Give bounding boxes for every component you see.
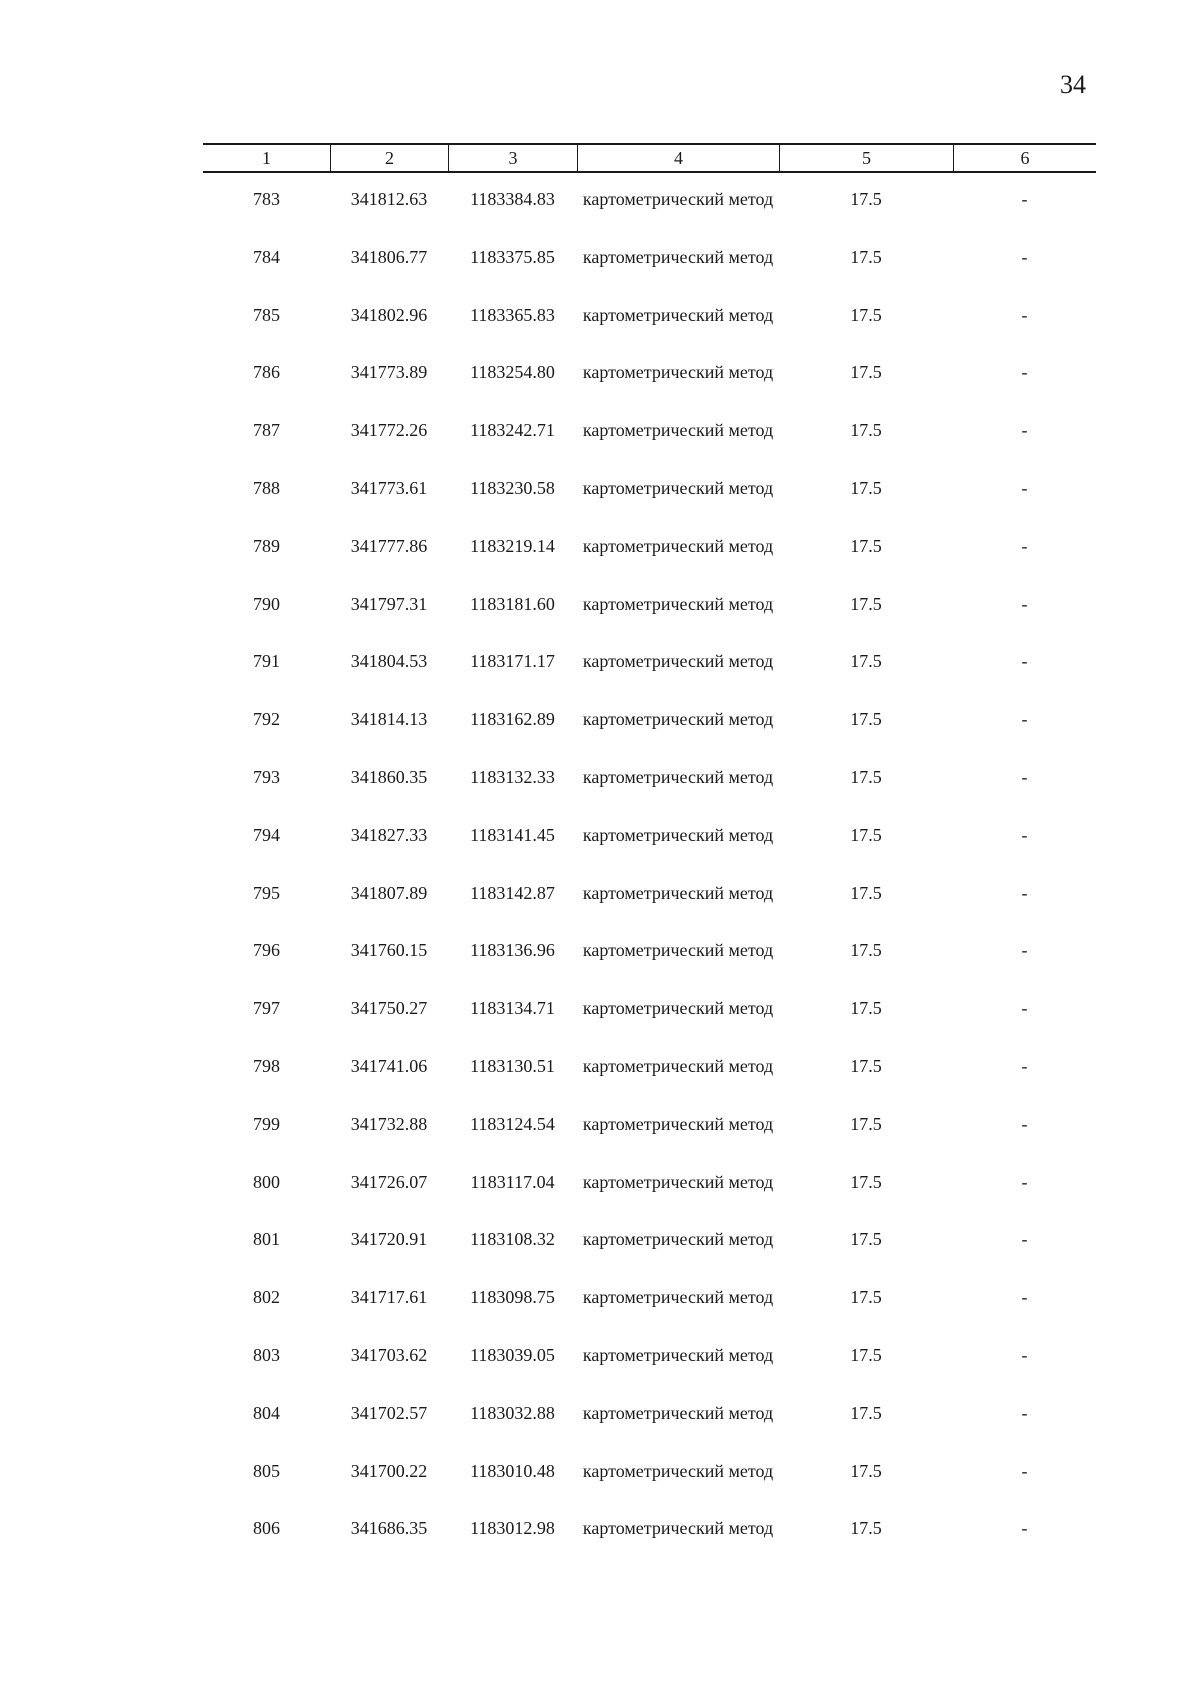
point-number-cell: 806 xyxy=(253,1518,280,1539)
accuracy-cell: 17.5 xyxy=(850,1229,882,1250)
method-cell: картометрический метод xyxy=(582,824,774,845)
table-row xyxy=(203,476,1096,534)
method-cell: картометрический метод xyxy=(582,304,774,325)
accuracy-cell: 17.5 xyxy=(850,1055,882,1076)
x-coordinate-cell: 341741.06 xyxy=(350,1055,428,1076)
note-cell: - xyxy=(1021,1287,1028,1308)
column-header-3: 3 xyxy=(448,145,577,171)
method-cell: картометрический метод xyxy=(582,882,774,903)
accuracy-cell: 17.5 xyxy=(850,1113,882,1134)
x-coordinate-cell: 341773.61 xyxy=(350,477,428,498)
table-row xyxy=(203,1516,1096,1574)
y-coordinate-cell: 1183230.58 xyxy=(470,477,555,498)
table-body xyxy=(203,187,1096,1574)
method-cell: картометрический метод xyxy=(582,477,774,498)
accuracy-cell: 17.5 xyxy=(850,593,882,614)
note-cell: - xyxy=(1021,766,1028,787)
column-header-5: 5 xyxy=(779,145,953,171)
y-coordinate-cell: 1183254.80 xyxy=(470,362,555,383)
accuracy-cell: 17.5 xyxy=(850,189,882,209)
table-row xyxy=(203,881,1096,939)
method-cell: картометрический метод xyxy=(582,535,774,556)
note-cell: - xyxy=(1021,1518,1028,1539)
x-coordinate-cell: 341827.33 xyxy=(350,824,428,845)
column-header-2: 2 xyxy=(330,145,448,171)
note-cell: - xyxy=(1021,362,1028,383)
point-number-cell: 805 xyxy=(253,1460,280,1481)
point-number-cell: 798 xyxy=(253,1055,280,1076)
point-number-cell: 804 xyxy=(253,1402,280,1423)
point-number-cell: 801 xyxy=(253,1229,280,1250)
x-coordinate-cell: 341860.35 xyxy=(350,766,428,787)
point-number-cell: 790 xyxy=(253,593,280,614)
x-coordinate-cell: 341750.27 xyxy=(350,998,428,1019)
method-cell: картометрический метод xyxy=(582,189,774,209)
method-cell: картометрический метод xyxy=(582,998,774,1019)
y-coordinate-cell: 1183142.87 xyxy=(470,882,555,903)
table-row xyxy=(203,649,1096,707)
y-coordinate-cell: 1183375.85 xyxy=(470,246,555,267)
table-row xyxy=(203,1285,1096,1343)
y-coordinate-cell: 1183141.45 xyxy=(470,824,555,845)
point-number-cell: 792 xyxy=(253,709,280,730)
point-number-cell: 795 xyxy=(253,882,280,903)
method-cell: картометрический метод xyxy=(582,1518,774,1539)
point-number-cell: 788 xyxy=(253,477,280,498)
method-cell: картометрический метод xyxy=(582,1460,774,1481)
y-coordinate-cell: 1183384.83 xyxy=(470,189,555,209)
note-cell: - xyxy=(1021,824,1028,845)
note-cell: - xyxy=(1021,998,1028,1019)
note-cell: - xyxy=(1021,477,1028,498)
accuracy-cell: 17.5 xyxy=(850,1518,882,1539)
note-cell: - xyxy=(1021,1460,1028,1481)
y-coordinate-cell: 1183219.14 xyxy=(470,535,555,556)
note-cell: - xyxy=(1021,304,1028,325)
method-cell: картометрический метод xyxy=(582,1055,774,1076)
y-coordinate-cell: 1183010.48 xyxy=(470,1460,555,1481)
point-number-cell: 789 xyxy=(253,535,280,556)
note-cell: - xyxy=(1021,940,1028,961)
table-row xyxy=(203,823,1096,881)
method-cell: картометрический метод xyxy=(582,1287,774,1308)
table-row xyxy=(203,1170,1096,1228)
table-row xyxy=(203,1459,1096,1517)
note-cell: - xyxy=(1021,1055,1028,1076)
column-header-4: 4 xyxy=(577,145,779,171)
method-cell: картометрический метод xyxy=(582,709,774,730)
x-coordinate-cell: 341760.15 xyxy=(350,940,428,961)
note-cell: - xyxy=(1021,1171,1028,1192)
x-coordinate-cell: 341804.53 xyxy=(350,651,428,672)
accuracy-cell: 17.5 xyxy=(850,882,882,903)
y-coordinate-cell: 1183130.51 xyxy=(470,1055,555,1076)
x-coordinate-cell: 341686.35 xyxy=(350,1518,428,1539)
accuracy-cell: 17.5 xyxy=(850,304,882,325)
x-coordinate-cell: 341814.13 xyxy=(350,709,428,730)
y-coordinate-cell: 1183108.32 xyxy=(470,1229,555,1250)
accuracy-cell: 17.5 xyxy=(850,1460,882,1481)
point-number-cell: 803 xyxy=(253,1344,280,1365)
table-row xyxy=(203,245,1096,303)
x-coordinate-cell: 341732.88 xyxy=(350,1113,428,1134)
accuracy-cell: 17.5 xyxy=(850,709,882,730)
point-number-cell: 794 xyxy=(253,824,280,845)
point-number-cell: 793 xyxy=(253,766,280,787)
point-number-cell: 791 xyxy=(253,651,280,672)
table-row xyxy=(203,418,1096,476)
accuracy-cell: 17.5 xyxy=(850,1287,882,1308)
accuracy-cell: 17.5 xyxy=(850,477,882,498)
y-coordinate-cell: 1183132.33 xyxy=(470,766,555,787)
note-cell: - xyxy=(1021,651,1028,672)
accuracy-cell: 17.5 xyxy=(850,362,882,383)
point-number-cell: 797 xyxy=(253,998,280,1019)
point-number-cell: 796 xyxy=(253,940,280,961)
accuracy-cell: 17.5 xyxy=(850,1344,882,1365)
method-cell: картометрический метод xyxy=(582,940,774,961)
method-cell: картометрический метод xyxy=(582,651,774,672)
x-coordinate-cell: 341720.91 xyxy=(350,1229,428,1250)
method-cell: картометрический метод xyxy=(582,362,774,383)
y-coordinate-cell: 1183012.98 xyxy=(470,1518,555,1539)
table-row xyxy=(203,707,1096,765)
y-coordinate-cell: 1183181.60 xyxy=(470,593,555,614)
table-row xyxy=(203,765,1096,823)
accuracy-cell: 17.5 xyxy=(850,766,882,787)
y-coordinate-cell: 1183171.17 xyxy=(470,651,555,672)
x-coordinate-cell: 341807.89 xyxy=(350,882,428,903)
method-cell: картометрический метод xyxy=(582,1171,774,1192)
x-coordinate-cell: 341702.57 xyxy=(350,1402,428,1423)
table-row xyxy=(203,996,1096,1054)
x-coordinate-cell: 341700.22 xyxy=(350,1460,428,1481)
x-coordinate-cell: 341703.62 xyxy=(350,1344,428,1365)
table-row xyxy=(203,360,1096,418)
note-cell: - xyxy=(1021,882,1028,903)
accuracy-cell: 17.5 xyxy=(850,940,882,961)
point-number-cell: 786 xyxy=(253,362,280,383)
column-header-6: 6 xyxy=(953,145,1096,171)
point-number-cell: 799 xyxy=(253,1113,280,1134)
accuracy-cell: 17.5 xyxy=(850,651,882,672)
y-coordinate-cell: 1183124.54 xyxy=(470,1113,555,1134)
y-coordinate-cell: 1183134.71 xyxy=(470,998,555,1019)
point-number-cell: 787 xyxy=(253,420,280,441)
accuracy-cell: 17.5 xyxy=(850,420,882,441)
y-coordinate-cell: 1183032.88 xyxy=(470,1402,555,1423)
note-cell: - xyxy=(1021,246,1028,267)
x-coordinate-cell: 341772.26 xyxy=(350,420,428,441)
point-number-cell: 784 xyxy=(253,246,280,267)
method-cell: картометрический метод xyxy=(582,246,774,267)
x-coordinate-cell: 341806.77 xyxy=(350,246,428,267)
x-coordinate-cell: 341802.96 xyxy=(350,304,428,325)
y-coordinate-cell: 1183162.89 xyxy=(470,709,555,730)
note-cell: - xyxy=(1021,1344,1028,1365)
method-cell: картометрический метод xyxy=(582,766,774,787)
x-coordinate-cell: 341717.61 xyxy=(350,1287,428,1308)
y-coordinate-cell: 1183365.83 xyxy=(470,304,555,325)
y-coordinate-cell: 1183136.96 xyxy=(470,940,555,961)
table-row xyxy=(203,1401,1096,1459)
table-row xyxy=(203,1112,1096,1170)
note-cell: - xyxy=(1021,1229,1028,1250)
table-header xyxy=(203,143,1096,173)
page-number: 34 xyxy=(1060,70,1086,99)
note-cell: - xyxy=(1021,709,1028,730)
y-coordinate-cell: 1183098.75 xyxy=(470,1287,555,1308)
accuracy-cell: 17.5 xyxy=(850,246,882,267)
accuracy-cell: 17.5 xyxy=(850,1171,882,1192)
x-coordinate-cell: 341777.86 xyxy=(350,535,428,556)
column-header-1: 1 xyxy=(262,148,271,168)
x-coordinate-cell: 341726.07 xyxy=(350,1171,428,1192)
note-cell: - xyxy=(1021,420,1028,441)
method-cell: картометрический метод xyxy=(582,1402,774,1423)
point-number-cell: 802 xyxy=(253,1287,280,1308)
table-row xyxy=(203,1227,1096,1285)
note-cell: - xyxy=(1021,189,1028,209)
method-cell: картометрический метод xyxy=(582,1344,774,1365)
y-coordinate-cell: 1183242.71 xyxy=(470,420,555,441)
table-row xyxy=(203,938,1096,996)
table-row xyxy=(203,1054,1096,1112)
note-cell: - xyxy=(1021,593,1028,614)
x-coordinate-cell: 341797.31 xyxy=(350,593,428,614)
note-cell: - xyxy=(1021,535,1028,556)
method-cell: картометрический метод xyxy=(582,1113,774,1134)
accuracy-cell: 17.5 xyxy=(850,998,882,1019)
x-coordinate-cell: 341773.89 xyxy=(350,362,428,383)
y-coordinate-cell: 1183117.04 xyxy=(470,1171,555,1192)
point-number-cell: 783 xyxy=(253,189,280,209)
y-coordinate-cell: 1183039.05 xyxy=(470,1344,555,1365)
table-row xyxy=(203,534,1096,592)
point-number-cell: 800 xyxy=(253,1171,280,1192)
point-number-cell: 785 xyxy=(253,304,280,325)
accuracy-cell: 17.5 xyxy=(850,824,882,845)
note-cell: - xyxy=(1021,1113,1028,1134)
table-row xyxy=(203,1343,1096,1401)
table-row xyxy=(203,303,1096,361)
table-row xyxy=(203,592,1096,650)
x-coordinate-cell: 341812.63 xyxy=(350,189,428,209)
method-cell: картометрический метод xyxy=(582,420,774,441)
method-cell: картометрический метод xyxy=(582,593,774,614)
table-row xyxy=(203,187,1096,245)
accuracy-cell: 17.5 xyxy=(850,535,882,556)
method-cell: картометрический метод xyxy=(582,1229,774,1250)
accuracy-cell: 17.5 xyxy=(850,1402,882,1423)
note-cell: - xyxy=(1021,1402,1028,1423)
